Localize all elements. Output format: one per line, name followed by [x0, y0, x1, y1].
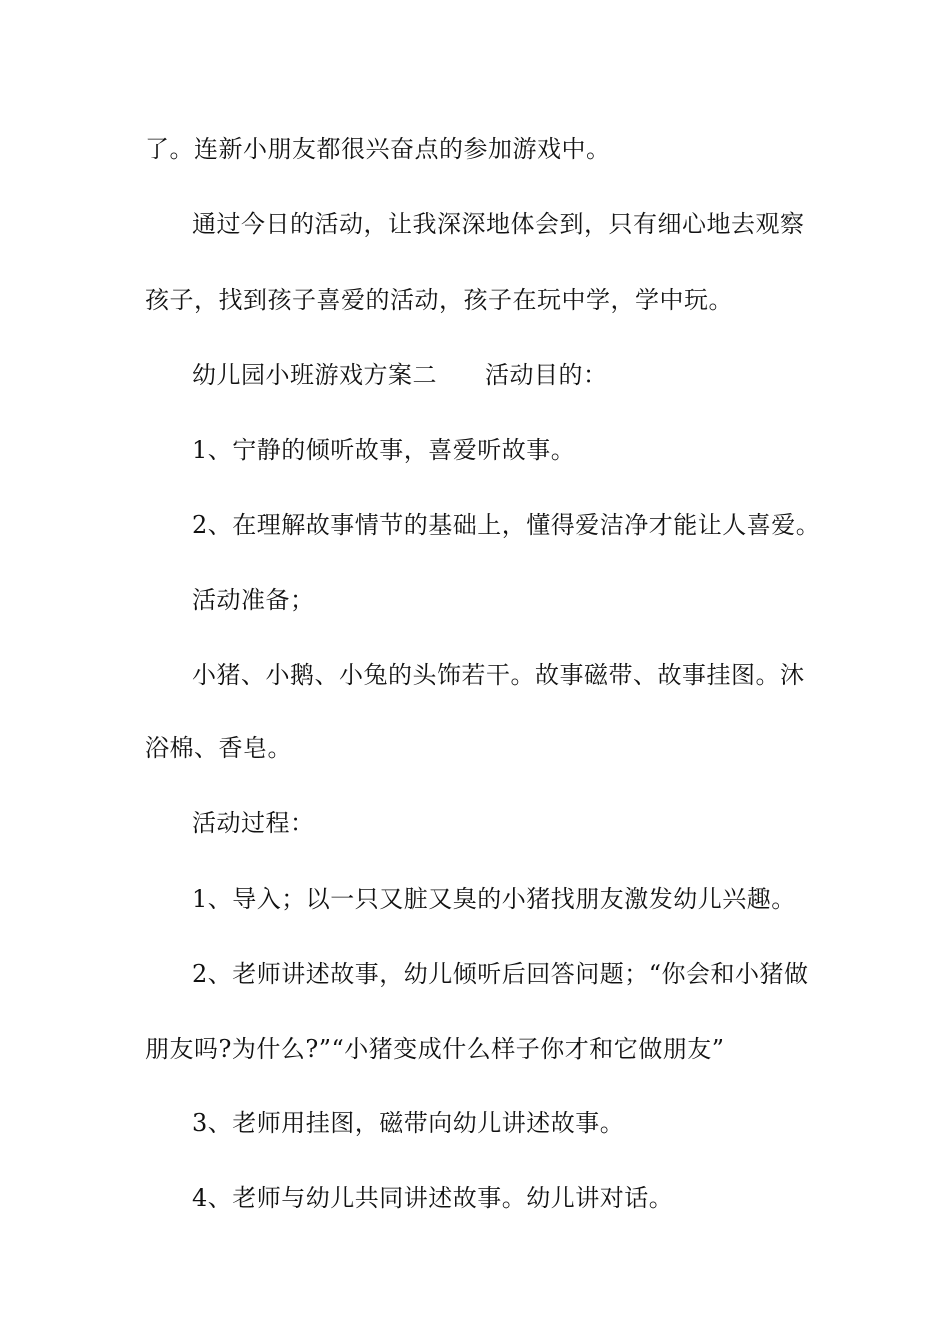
list-item: 4、老师与幼儿共同讲述故事。幼儿讲对话。	[192, 1184, 674, 1212]
paragraph-line: 孩子，找到孩子喜爱的活动，孩子在玩中学，学中玩。	[145, 286, 733, 314]
paragraph-line: 通过今日的活动，让我深深地体会到，只有细心地去观察	[192, 210, 805, 238]
section-heading: 活动过程：	[192, 809, 315, 837]
list-item: 3、老师用挂图，磁带向幼儿讲述故事。	[192, 1109, 625, 1137]
plan-title: 幼儿园小班游戏方案二	[192, 361, 437, 389]
section-heading-line	[192, 360, 608, 390]
section-heading: 活动准备；	[192, 586, 315, 614]
list-item: 2、在理解故事情节的基础上，懂得爱洁净才能让人喜爱。	[192, 511, 821, 539]
list-item: 2、老师讲述故事，幼儿倾听后回答问题；“你会和小猪做	[192, 960, 809, 988]
paragraph-line: 朋友吗?为什么?”“小猪变成什么样子你才和它做朋友”	[145, 1035, 725, 1063]
list-item: 1、导入；以一只又脏又臭的小猪找朋友激发幼儿兴趣。	[192, 885, 796, 913]
paragraph-line: 浴棉、香皂。	[145, 734, 292, 762]
list-item: 1、宁静的倾听故事，喜爱听故事。	[192, 436, 576, 464]
objectives-heading: 活动目的：	[485, 361, 608, 389]
paragraph-line: 了。连新小朋友都很兴奋点的参加游戏中。	[145, 135, 611, 163]
paragraph-line: 小猪、小鹅、小兔的头饰若干。故事磁带、故事挂图。沐	[192, 661, 805, 689]
